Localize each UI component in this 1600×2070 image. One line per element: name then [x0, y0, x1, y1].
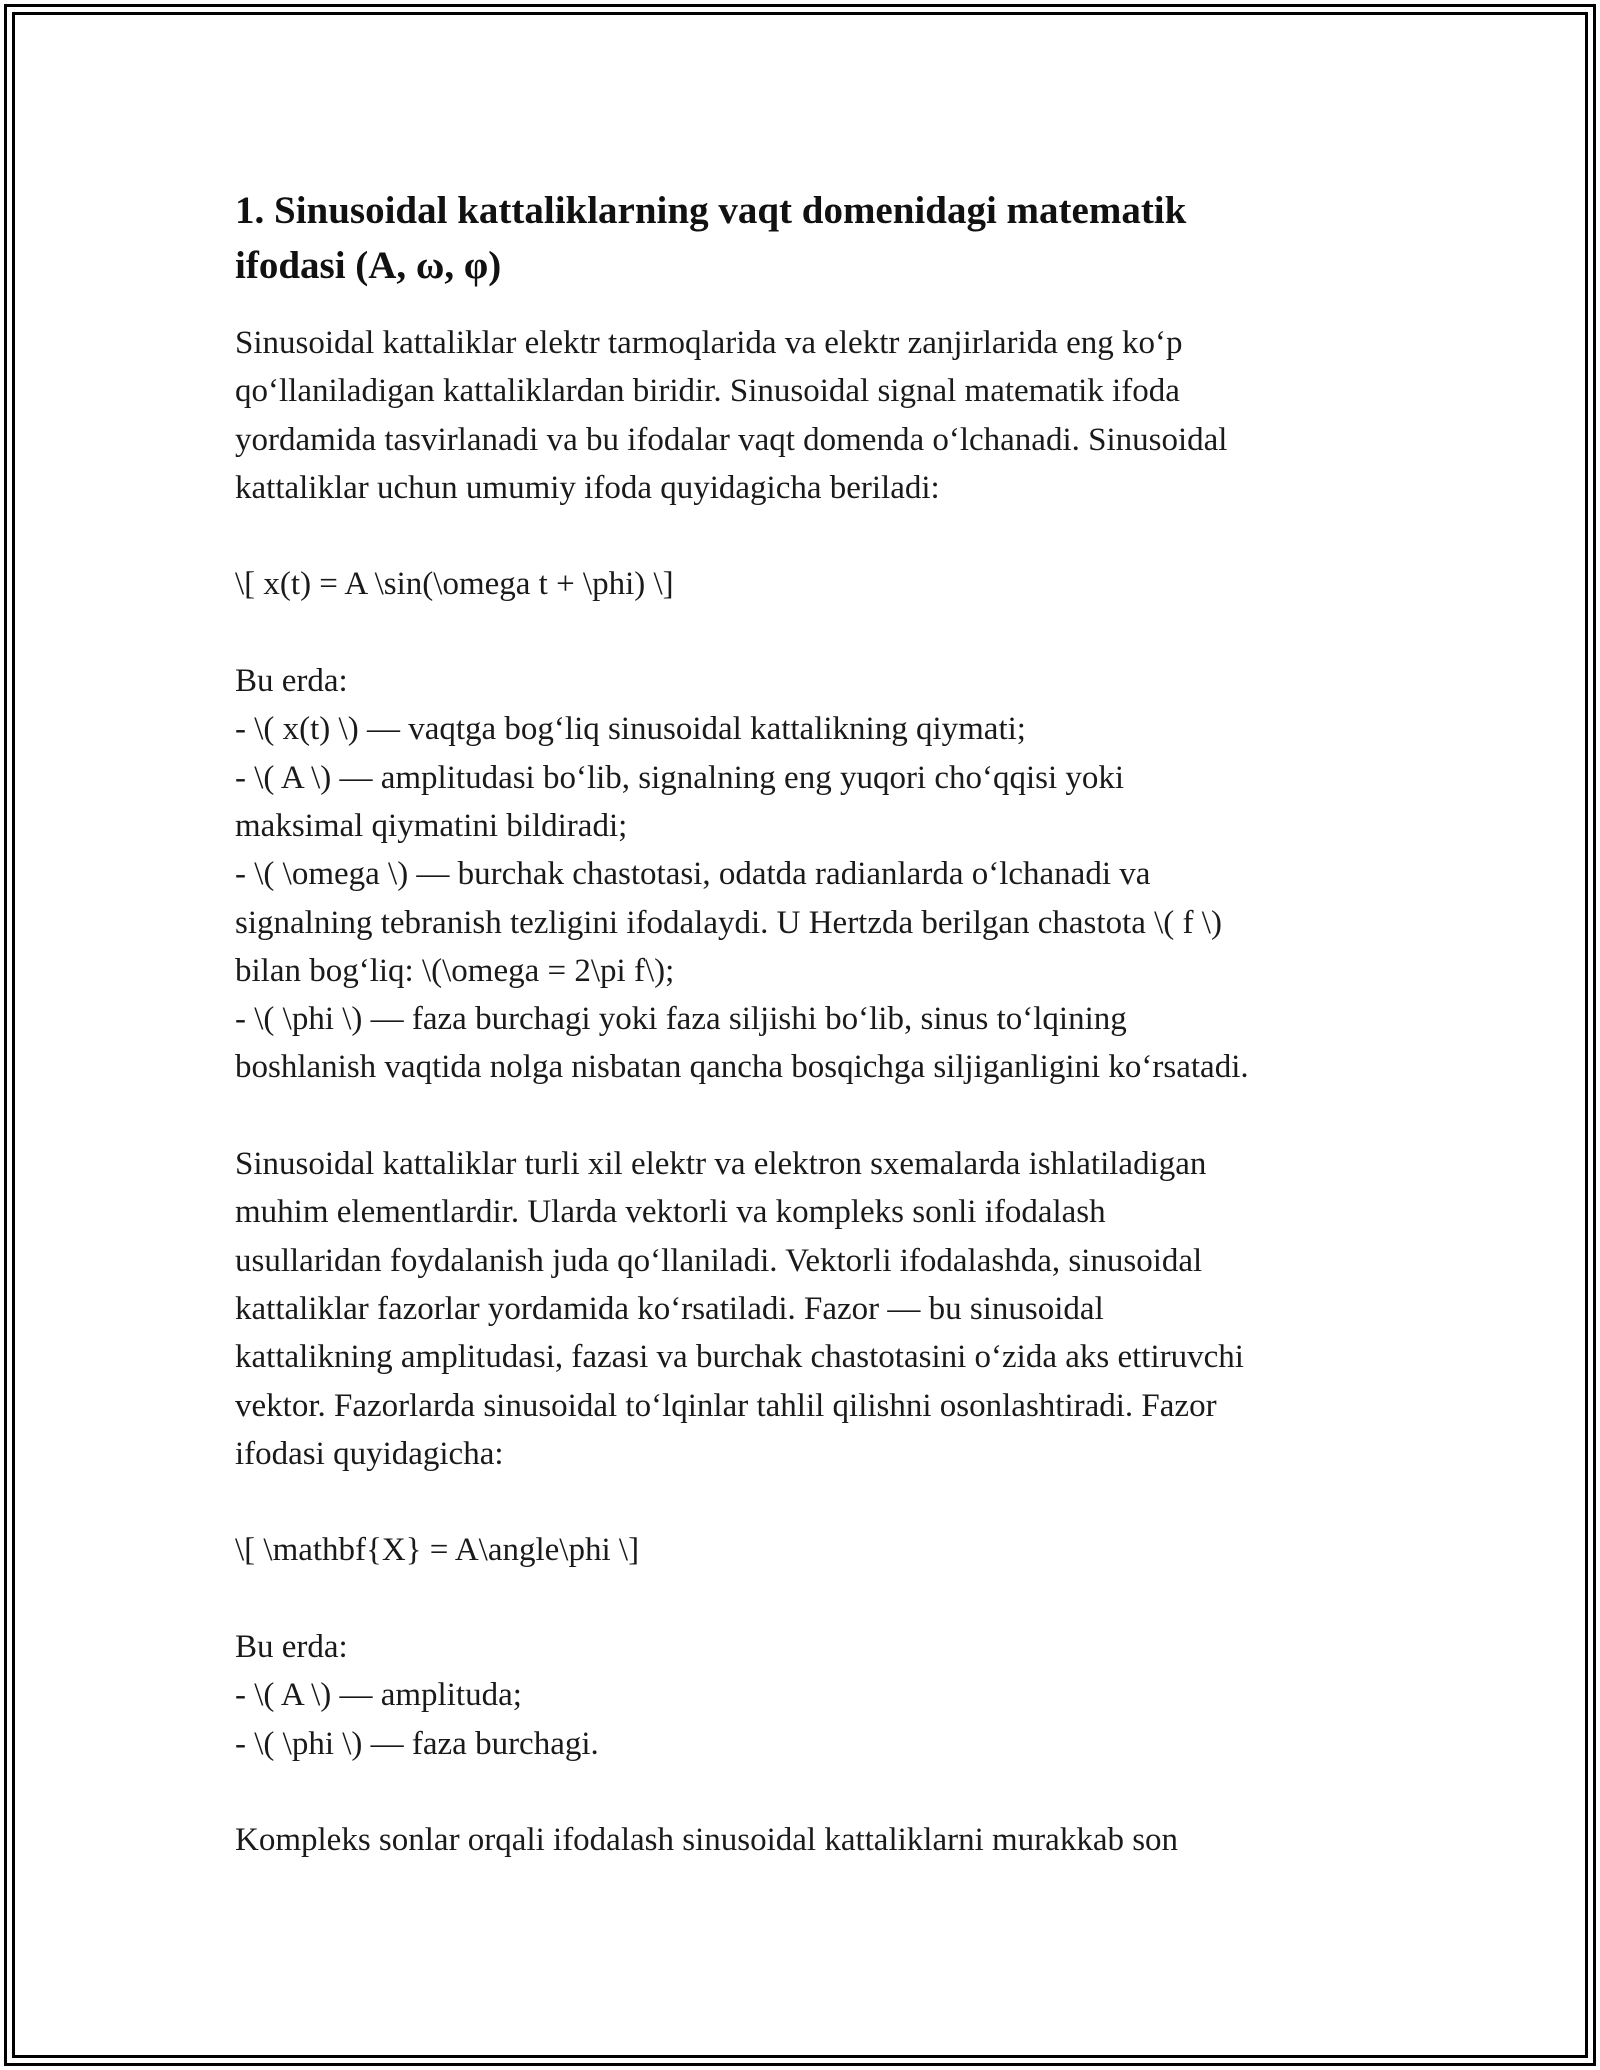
- text-line: qo‘llaniladigan kattaliklardan biridir. Sinusoidal signal matematik ifoda: [235, 373, 1180, 410]
- text-line: ifodasi quyidagicha:: [235, 1435, 504, 1472]
- text-line: yordamida tasvirlanadi va bu ifodalar vaqt domenda o‘lchanadi. Sinusoidal: [235, 421, 1228, 458]
- text-line: Kompleks sonlar orqali ifodalash sinusoidal kattaliklarni murakkab son: [235, 1822, 1179, 1859]
- list-item: maksimal qiymatini bildiradi;: [235, 807, 628, 844]
- text-line: Sinusoidal kattaliklar elektr tarmoqlarida va elektr zanjirlarida eng ko‘p: [235, 325, 1183, 361]
- text-line: kattaliklar uchun umumiy ifoda quyidagicha beriladi:: [235, 469, 940, 506]
- list-item: - \( A \) — amplituda;: [235, 1677, 522, 1714]
- paragraph-phasor: [235, 1140, 1375, 1478]
- list-item: boshlanish vaqtida nolga nisbatan qancha bosqichga siljiganligini ko‘rsatadi.: [235, 1049, 1249, 1086]
- formula-sinusoid: [235, 560, 1375, 608]
- list-item: bilan bog‘liq: \(\omega = 2\pi f\);: [235, 952, 675, 989]
- heading-line: ifodasi (A, ω, φ): [235, 244, 502, 287]
- list-item: - \( A \) — amplitudasi bo‘lib, signalning eng yuqori cho‘qqisi yoki: [235, 759, 1125, 796]
- formula-line: \[ \mathbf{X} = A\angle\phi \]: [235, 1532, 640, 1569]
- list-item: Bu erda:: [235, 663, 348, 700]
- formula-line: \[ x(t) = A \sin(\omega t + \phi) \]: [235, 566, 674, 603]
- section-heading: [235, 183, 1375, 293]
- definitions-list-2: [235, 1623, 1375, 1768]
- definitions-list-1: [235, 657, 1375, 1092]
- formula-phasor: [235, 1526, 1375, 1574]
- paragraph-intro: [235, 319, 1375, 512]
- list-item: - \( \phi \) — faza burchagi yoki faza siljishi bo‘lib, sinus to‘lqining: [235, 1001, 1127, 1038]
- text-line: kattaliklar fazorlar yordamida ko‘rsatiladi. Fazor — bu sinusoidal: [235, 1290, 1104, 1327]
- heading-line: 1. Sinusoidal kattaliklarning vaqt domenidagi matematik: [235, 189, 1187, 232]
- document-body: [235, 183, 1375, 1913]
- paragraph-complex: [235, 1816, 1375, 1864]
- list-item: - \( x(t) \) — vaqtga bog‘liq sinusoidal kattalikning qiymati;: [235, 711, 1026, 748]
- text-line: kattalikning amplitudasi, fazasi va burchak chastotasini o‘zida aks ettiruvchi: [235, 1339, 1244, 1376]
- list-item: - \( \omega \) — burchak chastotasi, odatda radianlarda o‘lchanadi va: [235, 856, 1151, 893]
- text-line: vektor. Fazorlarda sinusoidal to‘lqinlar tahlil qilishni osonlashtiradi. Fazor: [235, 1387, 1217, 1424]
- text-line: Sinusoidal kattaliklar turli xil elektr va elektron sxemalarda ishlatiladigan: [235, 1146, 1207, 1183]
- list-item: - \( \phi \) — faza burchagi.: [235, 1725, 599, 1762]
- list-item: signalning tebranish tezligini ifodalaydi. U Hertzda berilgan chastota \( f \): [235, 904, 1222, 941]
- list-item: Bu erda:: [235, 1629, 348, 1666]
- text-line: usullaridan foydalanish juda qo‘llaniladi. Vektorli ifodalashda, sinusoidal: [235, 1242, 1203, 1279]
- text-line: muhim elementlardir. Ularda vektorli va kompleks sonli ifodalash: [235, 1194, 1106, 1231]
